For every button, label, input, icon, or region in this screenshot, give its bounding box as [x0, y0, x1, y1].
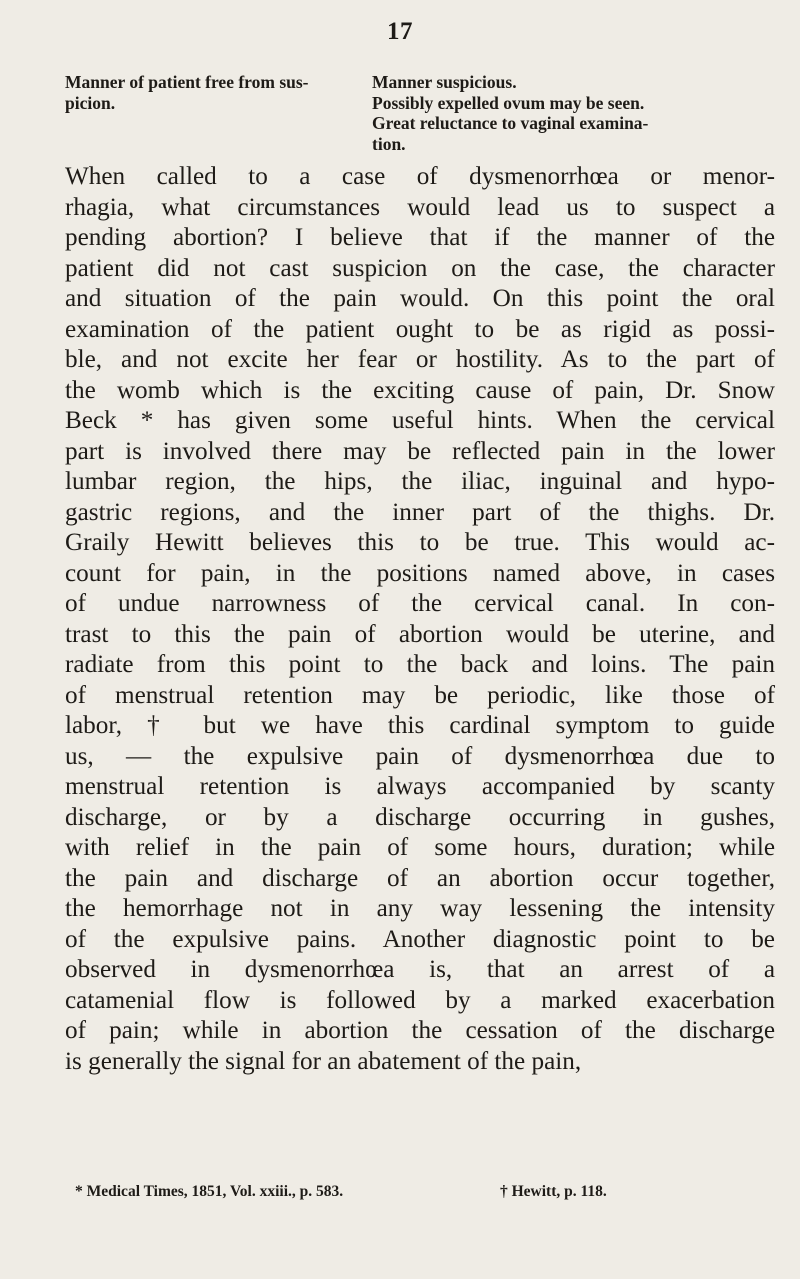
body-line: part is involved there may be reflected pain in the lower [65, 437, 775, 465]
body-line: count for pain, in the positions named above, in cases [65, 559, 775, 587]
body-line: radiate from this point to the back and loins. The pain [65, 651, 775, 678]
footnote-medical-times: * Medical Times, 1851, Vol. xxiii., p. 583. [75, 1183, 344, 1200]
comparison-column-left [65, 72, 355, 113]
footnote-hewitt: † Hewitt, p. 118. [500, 1183, 607, 1200]
body-line: menstrual retention is always accompanied by scanty [65, 773, 775, 800]
comparison-right-line: Possibly expelled ovum may be seen. [372, 92, 645, 113]
body-line: of undue narrowness of the cervical canal. In con- [65, 590, 775, 617]
comparison-left-line: picion. [65, 92, 116, 113]
body-line: trast to this the pain of abortion would be uterine, and [65, 620, 775, 648]
body-line: When called to a case of dysmenorrhœa or menor- [65, 163, 775, 190]
body-line: discharge, or by a discharge occurring in gushes, [65, 803, 775, 831]
body-line: of the expulsive pains. Another diagnostic point to be [65, 925, 775, 953]
comparison-right-line: tion. [372, 133, 406, 154]
body-line: of menstrual retention may be periodic, like those of [65, 681, 775, 709]
comparison-right-line: Great reluctance to vaginal examina- [372, 113, 649, 133]
body-line: pending abortion? I believe that if the manner of the [65, 224, 775, 251]
body-paragraph [65, 162, 775, 1077]
body-line: rhagia, what circumstances would lead us to suspect a [65, 193, 775, 221]
body-line: patient did not cast suspicion on the case, the character [65, 254, 775, 282]
body-line: the pain and discharge of an abortion occur together, [65, 864, 775, 892]
body-line: observed in dysmenorrhœa is, that an arrest of a [65, 956, 775, 983]
body-line: and situation of the pain would. On this point the oral [65, 285, 775, 312]
body-line: the womb which is the exciting cause of pain, Dr. Snow [65, 376, 775, 404]
body-line: the hemorrhage not in any way lessening the intensity [65, 895, 775, 922]
body-line: of pain; while in abortion the cessation of the discharge [65, 1017, 775, 1044]
comparison-right-line: Manner suspicious. [372, 72, 517, 92]
body-line: examination of the patient ought to be as rigid as possi- [65, 315, 775, 343]
page-number: 17 [387, 18, 413, 45]
body-line: catamenial flow is followed by a marked exacerbation [65, 986, 775, 1014]
body-line: Beck * has given some useful hints. When the cervical [65, 407, 775, 434]
body-line: lumbar region, the hips, the iliac, inguinal and hypo- [65, 468, 775, 495]
body-line: Graily Hewitt believes this to be true. This would ac- [65, 529, 775, 556]
body-line: gastric regions, and the inner part of the thighs. Dr. [65, 498, 775, 526]
body-line: is generally the signal for an abatement of the pain, [65, 1047, 582, 1075]
body-line: us, — the expulsive pain of dysmenorrhœa due to [65, 742, 775, 770]
body-line: labor, † but we have this cardinal symptom to guide [65, 712, 775, 739]
body-line: with relief in the pain of some hours, duration; while [65, 834, 775, 861]
body-line: ble, and not excite her fear or hostility. As to the part of [65, 346, 775, 373]
comparison-column-right [372, 72, 764, 154]
comparison-left-line: Manner of patient free from sus- [65, 72, 309, 92]
